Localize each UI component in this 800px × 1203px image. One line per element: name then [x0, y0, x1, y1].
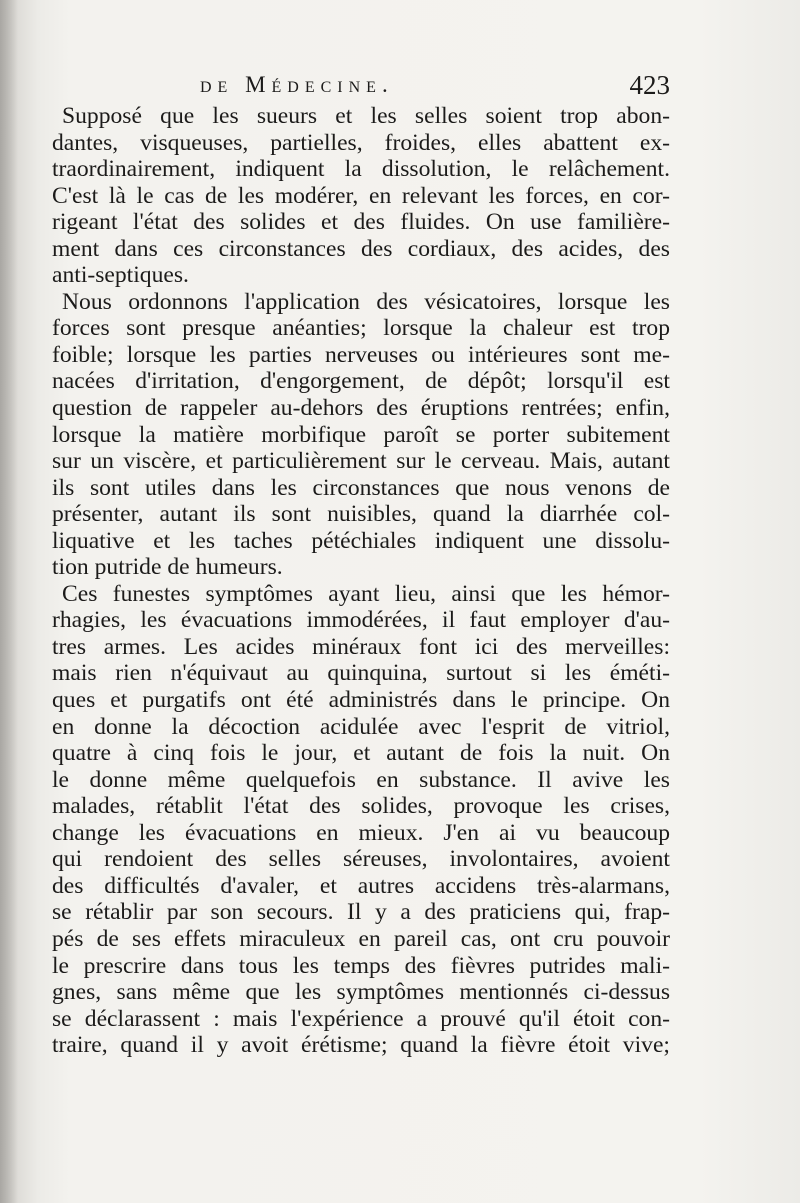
text-line: le prescrire dans tous les temps des fièvres putrides mali- [52, 952, 670, 979]
text-line: ment dans ces circonstances des cordiaux, des acides, des [52, 235, 670, 262]
text-line: en donne la décoction acidulée avec l'esprit de vitriol, [52, 713, 670, 740]
text-line: traordinairement, indiquent la dissolution, le relâchement. [52, 156, 670, 183]
running-title: de Médecine. [200, 72, 394, 97]
text-line: rigeant l'état des solides et des fluides. On use familière- [52, 209, 670, 236]
text-line: rhagies, les évacuations immodérées, il faut employer d'au- [52, 607, 670, 634]
text-line: tres armes. Les acides minéraux font ici des merveilles: [52, 633, 670, 660]
text-line: nacées d'irritation, d'engorgement, de dépôt; lorsqu'il est [52, 368, 670, 395]
text-line: se rétablir par son secours. Il y a des praticiens qui, frap- [52, 899, 670, 926]
text-line: Nous ordonnons l'application des vésicatoires, lorsque les [62, 288, 670, 315]
text-line: forces sont presque anéanties; lorsque la chaleur est trop [52, 315, 670, 342]
text-line: présenter, autant ils sont nuisibles, quand la diarrhée col- [52, 501, 670, 528]
text-line: dantes, visqueuses, partielles, froides, elles abattent ex- [52, 129, 670, 156]
text-line: liquative et les taches pétéchiales indiquent une dissolu- [52, 527, 670, 554]
text-line: lorsque la matière morbifique paroît se porter subitement [52, 421, 670, 448]
text-line: tion putride de humeurs. [52, 554, 283, 581]
text-line: foible; lorsque les parties nerveuses ou intérieures sont me- [52, 341, 670, 368]
text-line: se déclarassent : mais l'expérience a prouvé qu'il étoit con- [52, 1005, 670, 1032]
text-line: quatre à cinq fois le jour, et autant de fois la nuit. On [52, 740, 670, 767]
text-line: anti-septiques. [52, 262, 189, 289]
page-number: 423 [629, 70, 670, 100]
text-line: traire, quand il y avoit érétisme; quand la fièvre étoit vive; [52, 1032, 670, 1059]
text-line: change les évacuations en mieux. J'en ai vu beaucoup [52, 819, 670, 846]
text-line: ques et purgatifs ont été administrés dans le principe. On [52, 687, 670, 714]
text-line: gnes, sans même que les symptômes mentionnés ci-dessus [52, 979, 670, 1006]
text-line: sur un viscère, et particulièrement sur le cerveau. Mais, autant [52, 448, 670, 475]
text-line: question de rappeler au-dehors des éruptions rentrées; enfin, [52, 395, 670, 422]
text-line: malades, rétablit l'état des solides, provoque les crises, [52, 793, 670, 820]
text-line: pés de ses effets miraculeux en pareil cas, ont cru pouvoir [52, 925, 670, 952]
text-line: mais rien n'équivaut au quinquina, surtout si les éméti- [52, 660, 670, 687]
text-line: C'est là le cas de les modérer, en relevant les forces, en cor- [52, 182, 670, 209]
body-text [52, 103, 670, 1059]
running-head [200, 72, 670, 104]
text-line: Ces funestes symptômes ayant lieu, ainsi que les hémor- [62, 580, 670, 607]
text-line: des difficultés d'avaler, et autres accidens très-alarmans, [52, 872, 670, 899]
text-line: Supposé que les sueurs et les selles soient trop abon- [62, 103, 670, 129]
gutter-shadow [0, 0, 18, 1203]
text-line: ils sont utiles dans les circonstances que nous venons de [52, 474, 670, 501]
text-line: le donne même quelquefois en substance. Il avive les [52, 766, 670, 793]
text-line: qui rendoient des selles séreuses, involontaires, avoient [52, 846, 670, 873]
